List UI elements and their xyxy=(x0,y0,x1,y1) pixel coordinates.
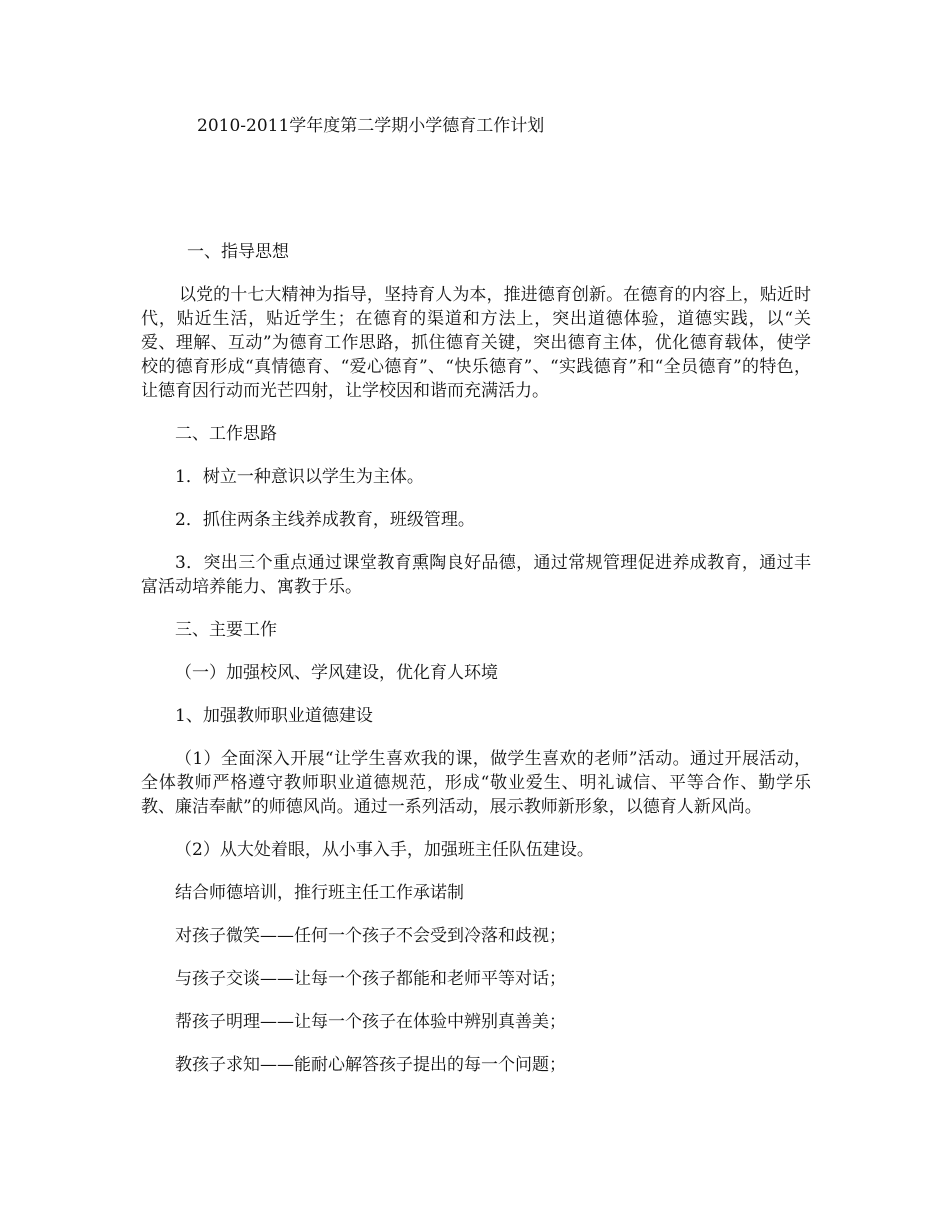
section-heading-guiding-ideology: 一、指导思想 xyxy=(187,242,289,262)
commitment-item-smile: 对孩子微笑——任何一个孩子不会受到冷落和歧视； xyxy=(175,926,566,946)
paragraph-teacher-activity: （1）全面深入开展“让学生喜欢我的课，做学生喜欢的老师”活动。通过开展活动，全体教师严格遵守教师职业道德规范，形成“敬业爱生、明礼诚信、平等合作、勤学乐教、廉洁奉献”的师德风尚。通过一系列活动，展示教师新形象，以德育人新风尚。 xyxy=(141,749,811,817)
subsection-heading-teacher-ethics: 1、加强教师职业道德建设 xyxy=(175,706,373,726)
list-item-approach-1: 1．树立一种意识以学生为主体。 xyxy=(175,467,424,487)
list-item-approach-3: 3．突出三个重点通过课堂教育熏陶良好品德，通过常规管理促进养成教育，通过丰富活动培养能力、寓教于乐。 xyxy=(141,553,811,597)
list-item-approach-2: 2．抓住两条主线养成教育，班级管理。 xyxy=(175,510,475,530)
paragraph-guiding-ideology: 以党的十七大精神为指导，坚持育人为本，推进德育创新。在德育的内容上，贴近时代，贴近生活，贴近学生；在德育的渠道和方法上，突出道德体验，道德实践，以“关爱、理解、互动”为德育工作思路，抓住德育关键，突出德育主体，优化德育载体，使学校的德育形成“真情德育、“爱心德育”、“快乐德育”、“实践德育”和“全员德育”的特色，让德育因行动而光芒四射，让学校因和谐而充满活力。 xyxy=(141,285,811,401)
paragraph-commitment-system: 结合师德培训，推行班主任工作承诺制 xyxy=(175,883,464,903)
commitment-item-reason: 帮孩子明理——让每一个孩子在体验中辨别真善美； xyxy=(175,1012,566,1032)
section-heading-main-work: 三、主要工作 xyxy=(175,620,277,640)
commitment-item-talk: 与孩子交谈——让每一个孩子都能和老师平等对话； xyxy=(175,969,566,989)
subsection-heading-school-spirit: （一）加强校风、学风建设，优化育人环境 xyxy=(175,663,498,683)
commitment-item-knowledge: 教孩子求知——能耐心解答孩子提出的每一个问题； xyxy=(175,1055,566,1075)
document-body xyxy=(141,240,811,1096)
paragraph-class-teacher-team: （2）从大处着眼，从小事入手，加强班主任队伍建设。 xyxy=(175,840,594,860)
document-title: 2010-2011学年度第二学期小学德育工作计划 xyxy=(197,116,545,136)
section-heading-work-approach: 二、工作思路 xyxy=(175,424,277,444)
